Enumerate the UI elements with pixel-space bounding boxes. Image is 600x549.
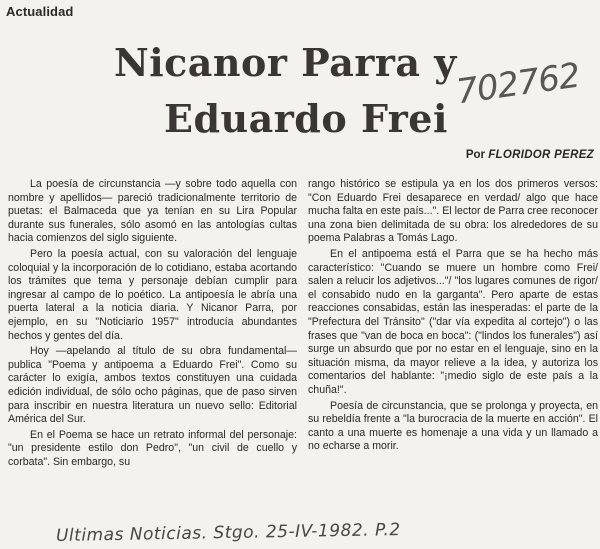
paragraph: En el antipoema está el Parra que se ha hecho más característico: "Cuando se muere un hombre como Frei/ salen a relucir los adjetivos..."/ "los lugares comunes de rigor/ el consabido nudo en la garganta". Pero aparte de estas reacciones consabidas, están las inesperadas: el parte de la "Prefectura del Tránsito" ("dar vía expedita al cortejo") o las frases que "van de boca en boca": ("lindos los funerales") así surge un absurdo que por no estar en el lenguaje, sino en la situación misma, da mayor relieve a la idea, y autoriza los comentarios del hablante: "¡medio siglo de este país a la chuña!". <box>308 247 598 396</box>
paragraph: Poesía de circunstancia, que se prolonga y proyecta, en su rebeldía frente a "la burocracia de la muerte en acción". El canto a una muerte es homenaje a una vida y un llamado a no echarse a morir. <box>308 399 598 453</box>
paragraph: La poesía de circunstancia —y sobre todo aquella con nombre y apellidos— pareció tradicionalmente territorio de puetas: el Balmaceda que ya tenían en su Lira Popular durante sus funerales, sólo asomó en las antologías cultas hacia comienzos del siglo siguiente. <box>8 178 297 245</box>
section-label: Actualidad <box>6 4 74 19</box>
article-column-left <box>8 178 297 469</box>
byline-prefix: Por <box>465 149 485 161</box>
handwritten-catalog-number: 702762 <box>453 55 582 113</box>
byline <box>466 149 594 161</box>
article-column-right <box>308 178 598 454</box>
headline-line-2: Eduardo Frei <box>164 96 448 141</box>
paragraph: Pero la poesía actual, con su valoración del lenguaje coloquial y la incorporación de lo cotidiano, estaba acortando los trámites que tema y personaje debían cumplir para ingresar al campo de lo poético. La antipoesía le abría una puerta lateral a la noticia diaria. Y Nicanor Parra, por ejemplo, en su "Noticiario 1957" introducía abundantes hechos y gentes del día. <box>8 247 297 342</box>
paragraph: En el Poema se hace un retrato informal del personaje: "un presidente estilo don Pedro", "un civil de cuello y corbata". Sin embargo, su <box>8 428 297 468</box>
paragraph: Hoy —apelando al título de su obra fundamental— publica "Poema y antipoema a Eduardo Frei". Como su carácter lo exigía, ambos textos constituyen una cuidada edición individual, de sólo ocho páginas, que de paso sirven para inscribir en nuestra literatura un nuevo sello: Editorial América del Sur. <box>8 345 297 426</box>
paragraph: rango histórico se estipula ya en los dos primeros versos: "Con Eduardo Frei desaparece en verdad/ algo que hace mucha falta en este país...". El lector de Parra cree reconocer una zona bien delimitada de su obra: los alrededores de su poema Palabras a Tomás Lago. <box>308 178 598 245</box>
headline-line-1: Nicanor Parra y <box>114 40 457 85</box>
byline-author: FLORIDOR PEREZ <box>488 149 594 161</box>
handwritten-source-note: Ultimas Noticias. Stgo. 25-IV-1982. P.2 <box>55 519 401 547</box>
